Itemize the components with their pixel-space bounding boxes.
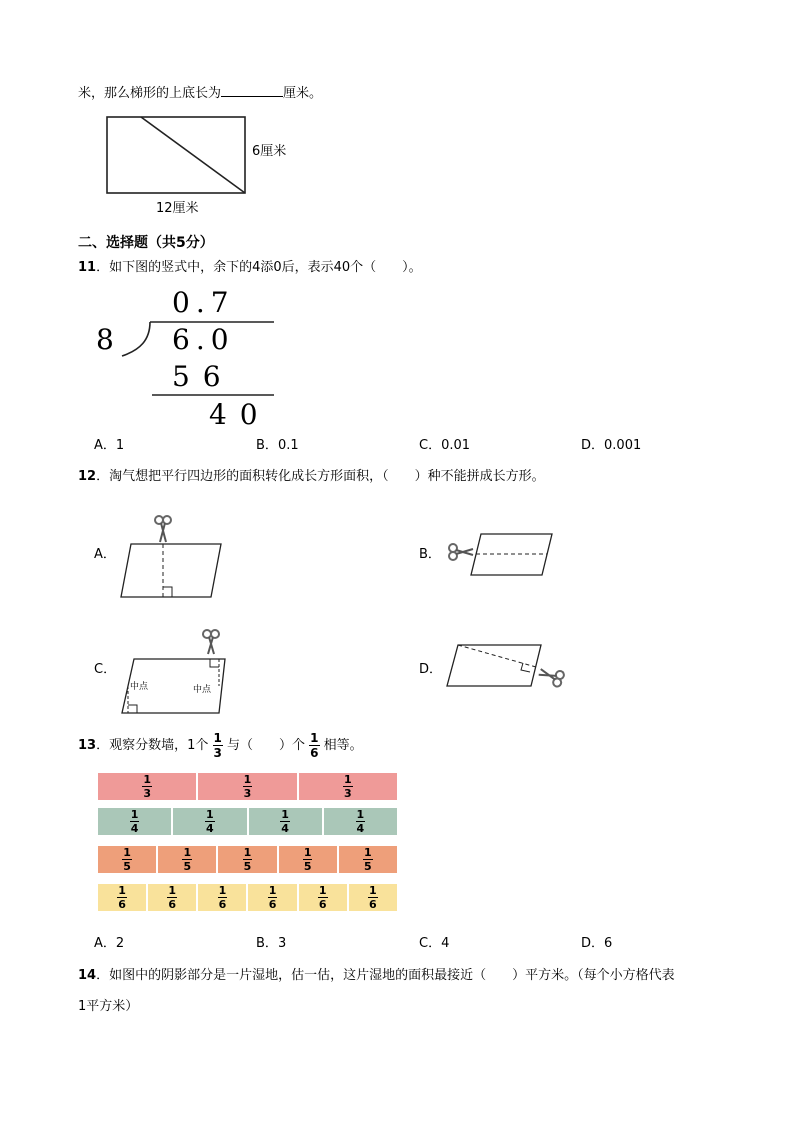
wall-cell-fraction: $\frac{1}{3}$ — [343, 773, 352, 800]
wall-cell-fifths — [338, 845, 398, 874]
wall-cell-fraction: $\frac{1}{4}$ — [130, 808, 139, 835]
division-product: 5 6 — [172, 360, 223, 393]
q13-text-after: 相等。 — [323, 738, 363, 753]
wall-cell-quarters — [248, 807, 323, 836]
wall-cell-sixths — [147, 883, 197, 912]
wall-row-thirds — [97, 772, 398, 801]
q13-question — [78, 732, 363, 759]
wall-cell-quarters — [323, 807, 398, 836]
wall-cell-fifths — [97, 845, 157, 874]
q13-option-b[interactable]: B．3 — [256, 936, 287, 951]
midpoint-label-left: 中点 — [130, 682, 149, 692]
wall-cell-fraction: $\frac{1}{4}$ — [281, 808, 289, 835]
q13-number: 13 — [78, 738, 97, 753]
q13-option-d[interactable]: D．6 — [581, 936, 613, 951]
q12-option-d-label[interactable]: D． — [419, 662, 443, 677]
wall-cell-fifths — [278, 845, 338, 874]
parallelogram-a — [121, 544, 221, 597]
q13-option-c[interactable]: C．4 — [419, 936, 450, 951]
q13-option-a[interactable]: A．2 — [94, 936, 125, 951]
scissors-icon-c — [203, 630, 219, 654]
parallelogram-b — [471, 534, 552, 575]
q13-fraction-one-sixth: $\frac{1}{6}$ — [310, 731, 319, 760]
q12-option-b-label[interactable]: B． — [419, 547, 441, 562]
scissors-icon-d — [537, 664, 565, 687]
wall-cell-fraction: $\frac{1}{5}$ — [183, 846, 192, 873]
q14-text-line1: ．如图中的阴影部分是一片湿地，估一估，这片湿地的面积最接近（ ）平方米。（每个小方格代表 — [96, 968, 675, 983]
section-title: 二、选择题（共5分） — [78, 235, 214, 251]
division-remainder: 4 0 — [209, 398, 260, 431]
q11-option-d[interactable]: D．0.001 — [581, 438, 642, 453]
wall-cell-sixths — [348, 883, 398, 912]
wall-cell-sixths — [247, 883, 297, 912]
wall-cell-fraction: $\frac{1}{3}$ — [243, 773, 252, 800]
q13-text-before: ．观察分数墙，1个 — [96, 738, 209, 753]
q14-question-line1 — [78, 969, 675, 982]
division-dividend: 6.0 — [172, 323, 235, 356]
q11-option-c[interactable]: C．0.01 — [419, 438, 471, 453]
wall-cell-fraction: $\frac{1}{5}$ — [243, 846, 252, 873]
division-divisor: 8 — [96, 323, 114, 356]
wall-cell-fraction: $\frac{1}{6}$ — [218, 884, 227, 911]
q10-side-label: 6厘米 — [252, 144, 287, 159]
wall-cell-thirds — [97, 772, 197, 801]
wall-cell-fraction: $\frac{1}{6}$ — [369, 884, 377, 911]
wall-cell-sixths — [97, 883, 147, 912]
wall-cell-fraction: $\frac{1}{4}$ — [206, 808, 214, 835]
scissors-icon-b — [449, 544, 473, 560]
q13-fraction-one-third: $\frac{1}{3}$ — [213, 731, 222, 760]
q11-option-a[interactable]: A．1 — [94, 438, 125, 453]
q10-bottom-label: 12厘米 — [156, 201, 199, 216]
wall-cell-quarters — [97, 807, 172, 836]
wall-cell-sixths — [298, 883, 348, 912]
scissors-icon-a — [155, 516, 171, 542]
wall-row-fifths — [97, 845, 398, 874]
q12-number: 12 — [78, 469, 97, 484]
wall-cell-fraction: $\frac{1}{3}$ — [143, 773, 151, 800]
q13-text-middle: 与（ ）个 — [227, 738, 306, 753]
q11-number: 11 — [78, 260, 97, 275]
wall-cell-quarters — [172, 807, 247, 836]
wall-cell-fifths — [157, 845, 217, 874]
wall-cell-fraction: $\frac{1}{6}$ — [318, 884, 327, 911]
wall-cell-fifths — [217, 845, 277, 874]
q12-option-a-label[interactable]: A． — [94, 547, 116, 562]
wall-row-quarters — [97, 807, 398, 836]
q11-option-b[interactable]: B．0.1 — [256, 438, 299, 453]
wall-cell-thirds — [197, 772, 297, 801]
q12-option-c-label[interactable]: C． — [94, 662, 117, 677]
wall-cell-fraction: $\frac{1}{6}$ — [268, 884, 277, 911]
midpoint-label-right: 中点 — [193, 685, 212, 695]
wall-cell-fraction: $\frac{1}{5}$ — [303, 846, 312, 873]
q10-text-end: 厘米。 — [283, 86, 323, 101]
q14-text-line2: 1平方米） — [78, 999, 139, 1014]
wall-cell-fraction: $\frac{1}{6}$ — [168, 884, 177, 911]
wall-cell-fraction: $\frac{1}{5}$ — [364, 846, 372, 873]
wall-row-sixths — [97, 883, 398, 912]
wall-cell-sixths — [197, 883, 247, 912]
division-quotient: 0.7 — [172, 286, 235, 319]
wall-cell-fraction: $\frac{1}{5}$ — [123, 846, 131, 873]
wall-cell-fraction: $\frac{1}{4}$ — [356, 808, 365, 835]
wall-cell-fraction: $\frac{1}{6}$ — [118, 884, 126, 911]
q12-text: ．淘气想把平行四边形的面积转化成长方形面积，（ ）种不能拼成长方形。 — [96, 469, 545, 484]
wall-cell-thirds — [298, 772, 398, 801]
q14-number: 14 — [78, 968, 97, 983]
q11-text: ．如下图的竖式中，余下的4添0后，表示40个（ ）。 — [96, 260, 422, 275]
q10-text-start: 米，那么梯形的上底长为 — [78, 86, 222, 101]
parallelogram-d — [447, 645, 541, 686]
